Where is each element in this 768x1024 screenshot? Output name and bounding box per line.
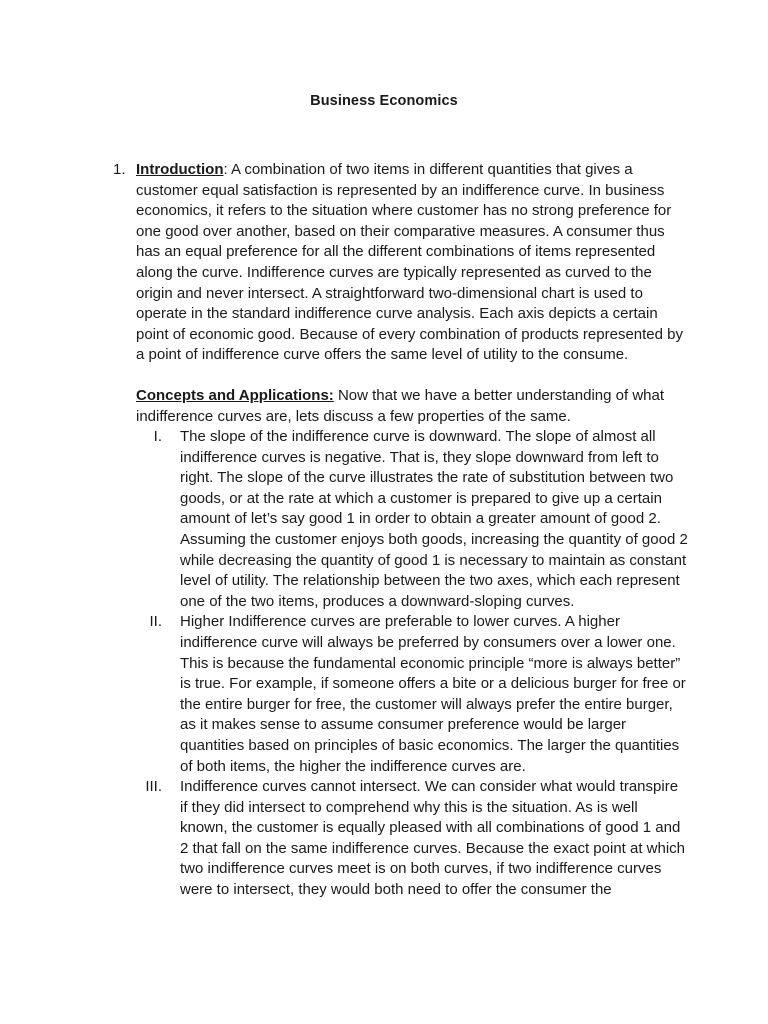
introduction-heading: Introduction	[136, 161, 224, 178]
list-item-text: The slope of the indifference curve is downward. The slope of almost all indifference curves is negative. That is, they slope downward from left to right. The slope of the curve illustrates the rate of substitution between two goods, or at the rate at which a customer is prepared to give up a certain amount of let’s say good 1 in order to obtain a greater amount of good 2. Assuming the customer enjoys both goods, increasing the quantity of good 2 while decreasing the quantity of good 1 is necessary to maintain as constant level of utility. The relationship between the two axes, which each represent one of the two items, produces a downward-sloping curves.	[180, 428, 688, 610]
concepts-paragraph	[136, 386, 688, 427]
list-item	[136, 427, 688, 612]
list-numeral: I.	[153, 428, 162, 445]
list-numeral: III.	[145, 778, 162, 796]
concepts-text: Now that we have a better understanding of what indifference curves are, lets discuss a few properties of the same.	[136, 387, 665, 425]
introduction-text: : A combination of two items in different quantities that gives a customer equal satisfaction is represented by an indifference curve. In business economics, it refers to the situation where customer has no strong preference for one good over another, based on their comparative measures. A consumer thus has an equal preference for all the different combinations of items represented along the curve. Indifference curves are typically represented as curved to the origin and never intersect. A straightforward two-dimensional chart is used to operate in the standard indifference curve analysis. Each axis depicts a certain point of economic good. Because of every combination of products represented by a point of indifference curve offers the same level of utility to the consume.	[136, 161, 683, 364]
list-item-text: Indifference curves cannot intersect. We can consider what would transpire if they did intersect to comprehend why this is the situation. As is well known, the customer is equally pleased with all combinations of good 1 and 2 that fall on the same indifference curves. Because the exact point at which two indifference curves meet is on both curves, if two indifference curves were to intersect, they would both need to offer the consumer the	[180, 778, 686, 899]
list-item	[136, 777, 688, 901]
list-numeral: II.	[149, 613, 162, 631]
introduction-paragraph	[136, 160, 688, 366]
list-item-text: Higher Indifference curves are preferable to lower curves. A higher indifference curve will always be preferred by consumers over a lower one. This is because the fundamental economic principle “more is always better” is true. For example, if someone offers a bite or a delicious burger for free or the entire burger for free, the customer will always prefer the entire burger, as it makes sense to assume consumer preference would be larger quantities based on principles of basic economics. The larger the quantities of both items, the higher the indifference curves are.	[180, 613, 686, 775]
concepts-heading: Concepts and Applications:	[136, 387, 334, 404]
list-item	[136, 612, 688, 777]
document-title: Business Economics	[310, 93, 458, 109]
properties-list	[136, 427, 688, 901]
section-number: 1.	[113, 161, 126, 178]
